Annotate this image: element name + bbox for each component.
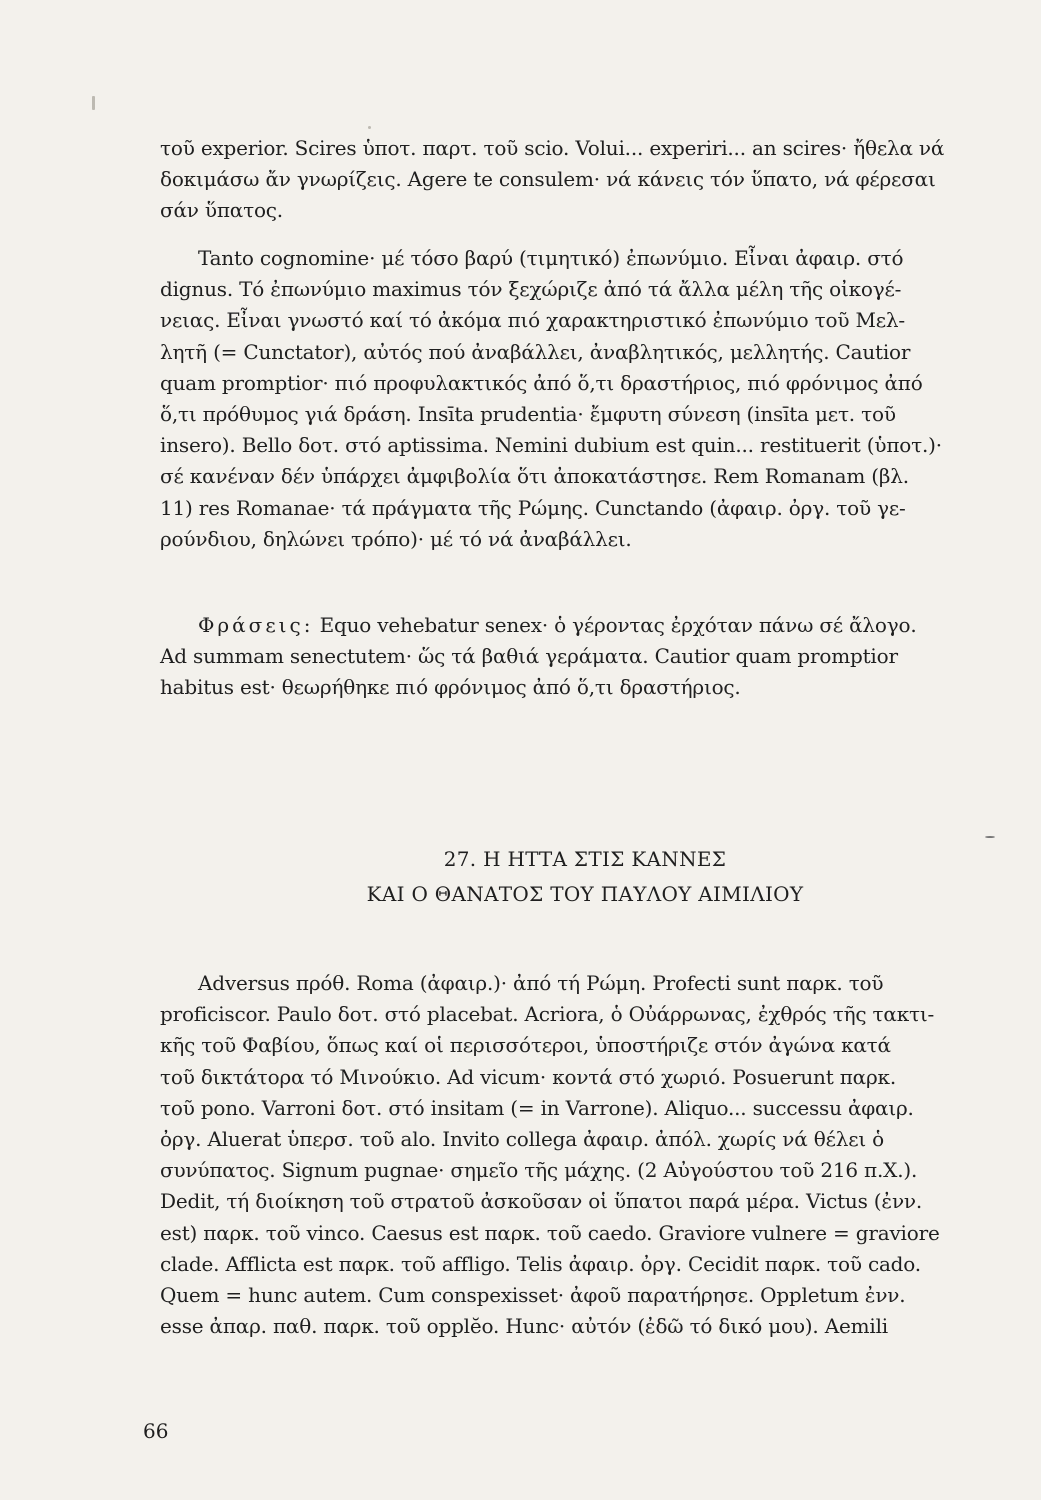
text-line: τοῦ experior. Scires ὑποτ. παρτ. τοῦ scio. Volui... experiri... an scires· ἤθελα νά: [160, 136, 945, 160]
paragraph-cognomine-notes: [160, 243, 1030, 555]
text-line: ὀργ. Aluerat ὑπερσ. τοῦ alo. Invito collega ἀφαιρ. ἀπόλ. χωρίς νά θέλει ὁ: [160, 1126, 885, 1151]
text-line: νειας. Εἶναι γνωστό καί τό ἀκόμα πιό χαρακτηριστικό ἐπωνύμιο τοῦ Μελ-: [160, 308, 905, 333]
text-line: Tanto cognomine· μέ τόσο βαρύ (τιμητικό) ἐπωνύμιο. Εἶναι ἀφαιρ. στό: [198, 246, 904, 270]
scan-speck: [368, 126, 371, 129]
text-line: habitus est· θεωρήθηκε πιό φρόνιμος ἀπό ὅ,τι δραστήριος.: [160, 675, 741, 700]
text-line: ὅ,τι πρόθυμος γιά δράση. Insīta prudentia· ἔμφυτη σύνεση (insīta μετ. τοῦ: [160, 401, 896, 426]
text-line: dignus. Τό ἐπωνύμιο maximus τόν ξεχώριζε ἀπό τά ἄλλα μέλη τῆς οἰκογέ-: [160, 277, 902, 302]
scan-speck: [92, 96, 95, 110]
phrases-label: Φράσεις:: [198, 613, 314, 637]
text-line: [160, 610, 1030, 641]
text-line: συνύπατος. Signum pugnae· σημεῖο τῆς μάχης. (2 Αὐγούστου τοῦ 216 π.Χ.).: [160, 1158, 918, 1183]
text-line: κῆς τοῦ Φαβίου, ὅπως καί οἱ περισσότεροι, ὑποστήριζε στόν ἀγώνα κατά: [160, 1033, 891, 1058]
text-line: Dedit, τή διοίκηση τοῦ στρατοῦ ἀσκοῦσαν οἱ ὕπατοι παρά μέρα. Victus (ἐνν.: [160, 1189, 923, 1214]
text-line: est) παρκ. τοῦ vinco. Caesus est παρκ. τοῦ caedo. Graviore vulnere = graviore: [160, 1220, 940, 1245]
text-line: τοῦ pono. Varroni δοτ. στό insitam (= in Varrone). Aliquo... successu ἀφαιρ.: [160, 1095, 914, 1120]
page-number: 66: [143, 1419, 169, 1443]
heading-line-2: ΚΑΙ Ο ΘΑΝΑΤΟΣ ΤΟΥ ΠΑΥΛΟΥ ΑΙΜΙΛΙΟΥ: [366, 882, 804, 906]
section-heading: [160, 842, 1010, 912]
heading-line-1: 27. Η ΗΤΤΑ ΣΤΙΣ ΚΑΝΝΕΣ: [443, 847, 727, 871]
text-line: ρούνδιου, δηλώνει τρόπο)· μέ τό νά ἀναβάλλει.: [160, 526, 632, 551]
text-line: τοῦ δικτάτορα τό Μινούκιο. Ad vicum· κοντά στό χωριό. Posuerunt παρκ.: [160, 1064, 896, 1089]
text-line: σέ κανέναν δέν ὑπάρχει ἀμφιβολία ὅτι ἀποκατάστησε. Rem Romanam (βλ.: [160, 464, 909, 489]
text-line: σάν ὕπατος.: [160, 198, 283, 223]
phrases-first-line: Equo vehebatur senex· ὁ γέροντας ἐρχόταν πάνω σέ ἄλογο.: [313, 613, 917, 637]
paragraph-cannae-notes: [160, 968, 1030, 1342]
text-line: esse ἀπαρ. παθ. παρκ. τοῦ opplĕo. Hunc· αὐτόν (ἐδῶ τό δικό μου). Aemili: [160, 1314, 888, 1339]
text-line: proficiscor. Paulo δοτ. στό placebat. Acriora, ὁ Οὐάρρωνας, ἐχθρός τῆς τακτι-: [160, 1002, 935, 1027]
scan-speck: [985, 836, 995, 838]
paragraph-phrases: [160, 610, 1030, 704]
text-line: Quem = hunc autem. Cum conspexisset· ἀφοῦ παρατήρησε. Oppletum ἐνν.: [160, 1282, 906, 1307]
text-line: clade. Afflicta est παρκ. τοῦ affligo. Telis ἀφαιρ. ὀργ. Cecidit παρκ. τοῦ cado.: [160, 1251, 921, 1276]
paragraph-intro-notes: [160, 133, 1030, 227]
text-line: δοκιμάσω ἄν γνωρίζεις. Agere te consulem· νά κάνεις τόν ὕπατο, νά φέρεσαι: [160, 167, 936, 192]
text-line: quam promptior· πιό προφυλακτικός ἀπό ὅ,τι δραστήριος, πιό φρόνιμος ἀπό: [160, 370, 923, 395]
text-line: Adversus πρόθ. Roma (ἀφαιρ.)· ἀπό τή Ρώμη. Profecti sunt παρκ. τοῦ: [198, 971, 884, 995]
text-line: 11) res Romanae· τά πράγματα τῆς Ρώμης. Cunctando (ἀφαιρ. ὀργ. τοῦ γε-: [160, 495, 906, 520]
text-line: λητῆ (= Cunctator), αὐτός πού ἀναβάλλει, ἀναβλητικός, μελλητής. Cautior: [160, 339, 911, 364]
text-line: Ad summam senectutem· ὥς τά βαθιά γεράματα. Cautior quam promptior: [160, 644, 898, 669]
text-line: insero). Bello δοτ. στό aptissima. Nemini dubium est quin... restituerit (ὑποτ.)·: [160, 433, 942, 458]
